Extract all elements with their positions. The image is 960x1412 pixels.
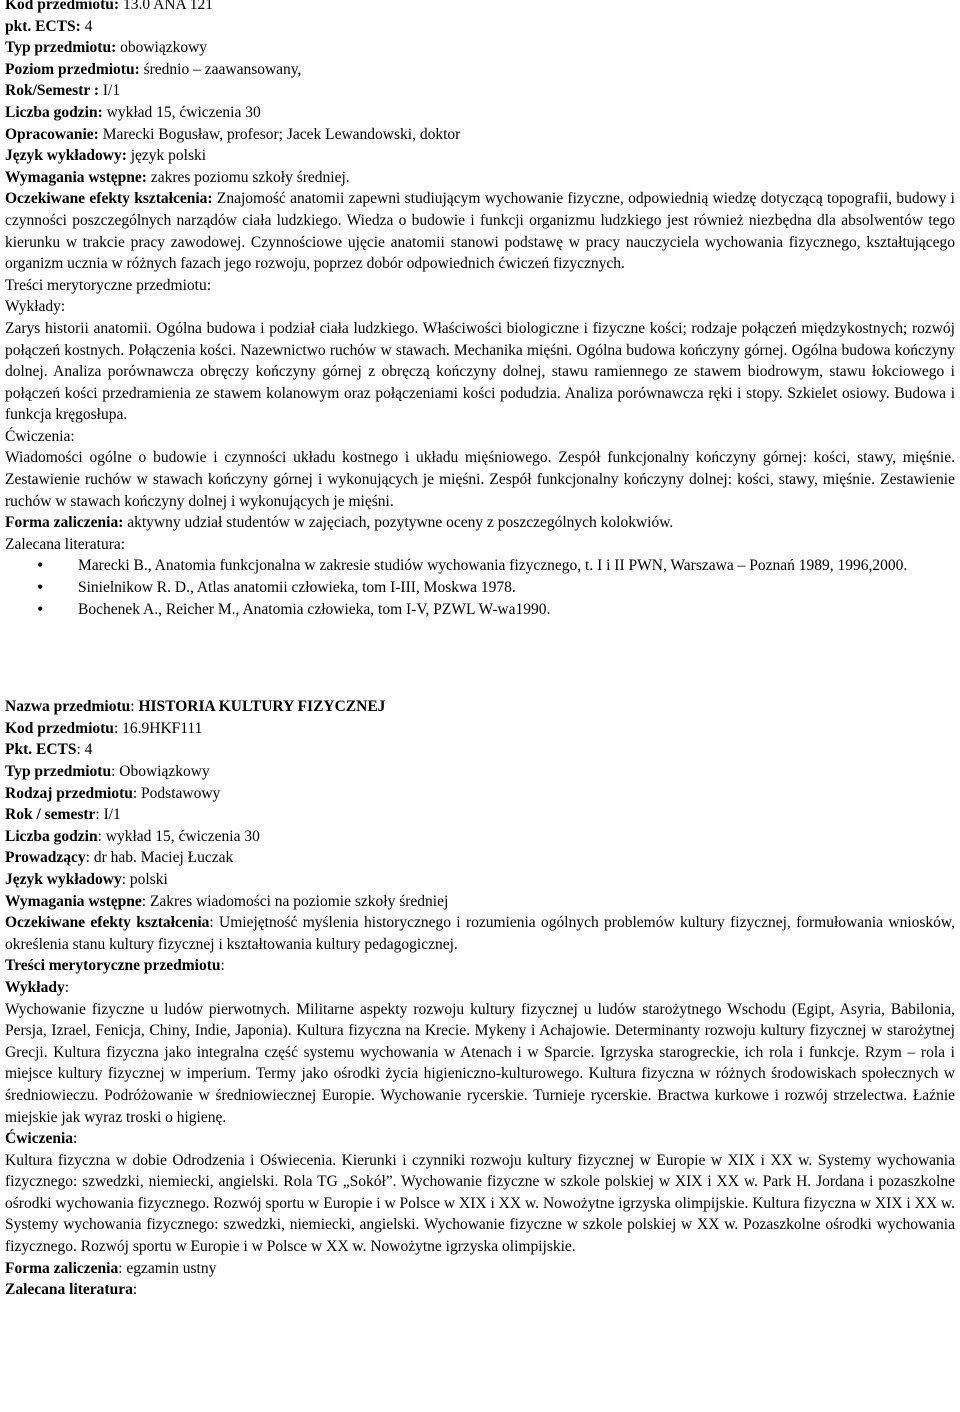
field-value: : Zakres wiadomości na poziomie szkoły średniej bbox=[141, 892, 449, 910]
field-value: język polski bbox=[126, 147, 207, 165]
ects-line bbox=[5, 16, 955, 38]
field-label: Ćwiczenia bbox=[5, 1130, 74, 1148]
field-label: Forma zaliczenia bbox=[5, 1259, 119, 1277]
field-value: : polski bbox=[121, 870, 168, 888]
course-history-section bbox=[5, 696, 955, 1301]
field-label: Kod przedmiotu bbox=[5, 719, 114, 737]
prerequisites-line bbox=[5, 167, 955, 189]
language-line bbox=[5, 869, 955, 891]
authors-line bbox=[5, 124, 955, 146]
field-label: Rok / semestr bbox=[5, 806, 96, 824]
exercises-paragraph: Kultura fizyczna w dobie Odrodzenia i Oświecenia. Kierunki i czynniki rozwoju kultury fizycznej w Europie w XIX i XX w. Systemy wychowania fizycznego: szwedzki, niemiecki, angielski. Rola TG „Sokół”. Wychowanie fizyczne w szkole polskiej w XIX i XX w. Park H. Jordana i pozaszkolne ośrodki wychowania fizycznego. Rozwój sportu w Europie i w Polsce w XIX i XX w. Nowożytne igrzyska olimpijskie. Kultura fizyczna w XIX i XX w. Systemy wychowania fizycznego: szwedzki, niemiecki, angielski. Wychowanie fizyczne w szkole polskiej w XX w. Pozaszkolne ośrodki wychowania fizycznego. Rozwój sportu w Europie i w Polsce w XX w. Nowożytne igrzyska olimpijskie. bbox=[5, 1151, 955, 1256]
field-separator: : bbox=[64, 978, 70, 996]
field-label: Treści merytoryczne przedmiotu bbox=[5, 957, 221, 975]
field-label: pkt. ECTS: bbox=[5, 17, 81, 35]
field-value: zakres poziomu szkoły średniej. bbox=[146, 168, 350, 186]
field-label: Liczba godzin: bbox=[5, 103, 103, 121]
field-label: Forma zaliczenia: bbox=[5, 514, 124, 532]
field-value: : 16.9HKF111 bbox=[113, 719, 203, 737]
field-label: Wykłady bbox=[5, 978, 65, 996]
exercises-paragraph: Wiadomości ogólne o budowie i czynności układu kostnego i układu mięśniowego. Zespół funkcjonalny kończyny górnej: kości, stawy, mięśnie. Zestawienie ruchów w stawach kończyny górnej i wykonujących je mięśni. Zespół funkcjonalny kończyny dolnej: kości, stawy, mięśnie. Zestawienie ruchów w stawach kończyny dolnej i wykonujących je mięśni. bbox=[5, 449, 955, 510]
course-name-line bbox=[5, 696, 955, 718]
year-semester-line bbox=[5, 80, 955, 102]
field-separator: : bbox=[130, 698, 139, 716]
exercises-heading: Ćwiczenia: bbox=[5, 427, 75, 445]
language-line bbox=[5, 145, 955, 167]
content-heading: Treści merytoryczne przedmiotu: bbox=[5, 276, 212, 294]
field-label: Typ przedmiotu: bbox=[5, 39, 117, 57]
field-label: Wymagania wstępne: bbox=[5, 168, 147, 186]
field-label: Prowadzący bbox=[5, 849, 86, 867]
field-value: 4 bbox=[80, 17, 93, 35]
field-label: Typ przedmiotu bbox=[5, 763, 112, 780]
field-separator: : bbox=[220, 957, 225, 975]
lectures-paragraph: Zarys historii anatomii. Ogólna budowa i podział ciała ludzkiego. Właściwości biologiczne i fizyczne kości; rodzaje połączeń międzykostnych; rozwój połączeń kostnych. Połączenia kości. Nazewnictwo ruchów w stawach. Mechanika mięśni. Ogólna budowa kończyny górnej. Ogólna budowa kończyny dolnej. Analiza porównawcza obręczy kończyny górnej z obręczą kończyny dolnej, stawu ramiennego ze stawem biodrowym, stawu łokciowego i połączeń kości przedramienia ze stawem kolanowym oraz połączeniami kości podudzia. Analiza porównawcza ręki i stopy. Szkielet osiowy. Budowa i funkcja kręgosłupa. bbox=[5, 319, 955, 424]
ects-line bbox=[5, 739, 955, 761]
lectures-heading bbox=[5, 977, 955, 999]
field-value: wykład 15, ćwiczenia 30 bbox=[102, 103, 261, 121]
field-label: Liczba godzin bbox=[5, 827, 98, 845]
course-code-line bbox=[5, 0, 955, 16]
field-value: I/1 bbox=[99, 82, 121, 100]
literature-list bbox=[5, 555, 955, 620]
field-label: Zalecana literatura bbox=[5, 1281, 133, 1299]
field-value: Marecki Bogusław, profesor; Jacek Lewandowski, doktor bbox=[98, 125, 461, 143]
course-type-line bbox=[5, 37, 955, 59]
instructor-line bbox=[5, 847, 955, 869]
hours-line bbox=[5, 102, 955, 124]
field-value: : Podstawowy bbox=[132, 784, 221, 802]
lectures-heading: Wykłady: bbox=[5, 298, 66, 316]
field-value: średnio – zaawansowany, bbox=[139, 60, 302, 78]
literature-heading bbox=[5, 1279, 955, 1301]
prerequisites-line bbox=[5, 891, 955, 913]
learning-outcomes-paragraph bbox=[5, 912, 955, 955]
field-label: Nazwa przedmiotu bbox=[5, 698, 131, 716]
course-level-line bbox=[5, 59, 955, 81]
list-item: • Sinielnikow R. D., Atlas anatomii człowieka, tom I-III, Moskwa 1978. bbox=[5, 577, 955, 599]
field-value: obowiązkowy bbox=[116, 39, 208, 57]
field-value: : wykład 15, ćwiczenia 30 bbox=[97, 827, 260, 845]
course-code-line bbox=[5, 718, 955, 740]
field-label: Język wykładowy: bbox=[5, 147, 127, 165]
course-name: HISTORIA KULTURY FIZYCZNEJ bbox=[138, 698, 386, 716]
course-kind-line bbox=[5, 783, 955, 805]
field-label: Poziom przedmiotu: bbox=[5, 60, 140, 78]
exercises-heading bbox=[5, 1128, 955, 1150]
field-label: Rok/Semestr : bbox=[5, 82, 99, 100]
field-value: : dr hab. Maciej Łuczak bbox=[85, 849, 234, 867]
lectures-paragraph: Wychowanie fizyczne u ludów pierwotnych. Militarne aspekty rozwoju kultury fizycznej u ludów starożytnego Wschodu (Egipt, Asyria, Babilonia, Persja, Izrael, Fenicja, Chiny, Indie, Japonia). Kultura fizyczna na Krecie. Mykeny i Achajowie. Determinanty rozwoju kultury fizycznej w starożytnej Grecji. Kultura fizyczna jako integralna część systemu wychowania w Atenach i w Sparcie. Igrzyska starogreckie, ich rola i funkcje. Rzym – rola i miejsce kultury fizycznej w imperium. Termy jako ośrodki życia higieniczno-kulturowego. Kultura fizyczna w różnych środowiskach społecznych w średniowieczu. Podróżowanie w średniowiecznej Europie. Wychowanie rycerskie. Turnieje rycerskie. Bractwa kurkowe i rozwój strzelectwa. Łaźnie miejskie jak wyraz troski o higienę. bbox=[5, 1000, 955, 1126]
field-label: Wymagania wstępne bbox=[5, 892, 142, 910]
field-label: Język wykładowy bbox=[5, 870, 122, 888]
field-value: : Obowiązkowy bbox=[111, 763, 210, 780]
field-value: : I/1 bbox=[95, 806, 121, 824]
course-type-line bbox=[5, 761, 955, 783]
list-item: • Bochenek A., Reicher M., Anatomia człowieka, tom I-V, PZWL W-wa1990. bbox=[5, 599, 955, 621]
field-label: Opracowanie: bbox=[5, 125, 99, 143]
field-value: : egzamin ustny bbox=[118, 1259, 217, 1277]
field-separator: : bbox=[73, 1130, 78, 1148]
content-heading bbox=[5, 955, 955, 977]
assessment-line bbox=[5, 1258, 955, 1280]
field-label: Oczekiwane efekty kształcenia bbox=[5, 914, 210, 932]
list-item: • Marecki B., Anatomia funkcjonalna w zakresie studiów wychowania fizycznego, t. I i II PWN, Warszawa – Poznań 1989, 1996,2000. bbox=[5, 555, 955, 577]
field-label: Oczekiwane efekty kształcenia: bbox=[5, 190, 213, 208]
field-value: : Umiejętność myślenia historycznego i rozumienia ogólnych problemów kultury fizycznej, formułowania wniosków, określenia stanu kultury fizycznej i kształtowania kultury pedagogicznej. bbox=[5, 914, 955, 953]
field-separator: : bbox=[132, 1281, 138, 1299]
field-value: 13.0 ANA 121 bbox=[119, 0, 213, 13]
assessment-line bbox=[5, 512, 955, 534]
year-semester-line bbox=[5, 804, 955, 826]
field-value: : 4 bbox=[76, 741, 93, 759]
field-value: aktywny udział studentów w zajęciach, pozytywne oceny z poszczególnych kolokwiów. bbox=[123, 514, 674, 532]
field-label: Pkt. ECTS bbox=[5, 741, 77, 759]
field-label: Rodzaj przedmiotu bbox=[5, 784, 133, 802]
course-anatomy-section bbox=[5, 0, 955, 620]
learning-outcomes-paragraph bbox=[5, 188, 955, 274]
hours-line bbox=[5, 826, 955, 848]
field-label: Kod przedmiotu: bbox=[5, 0, 120, 13]
literature-heading: Zalecana literatura: bbox=[5, 535, 126, 553]
field-value: Znajomość anatomii zapewni studiującym wychowanie fizyczne, odpowiednią wiedzę dotyczącą topografii, budowy i czynności poszczególnych narządów ciała ludzkiego. Wiedza o budowie i funkcji organizmu ludzkiego jest również niezbędna dla absolwentów tego kierunku w trakcie pracy zawodowej. Czynnościowe ujęcie anatomii stanowi podstawę w pracy nauczyciela wychowania fizycznego, kształtującego organizm ucznia w różnych fazach jego rozwoju, poprzez dobór odpowiednich ćwiczeń fizycznych. bbox=[5, 190, 955, 273]
